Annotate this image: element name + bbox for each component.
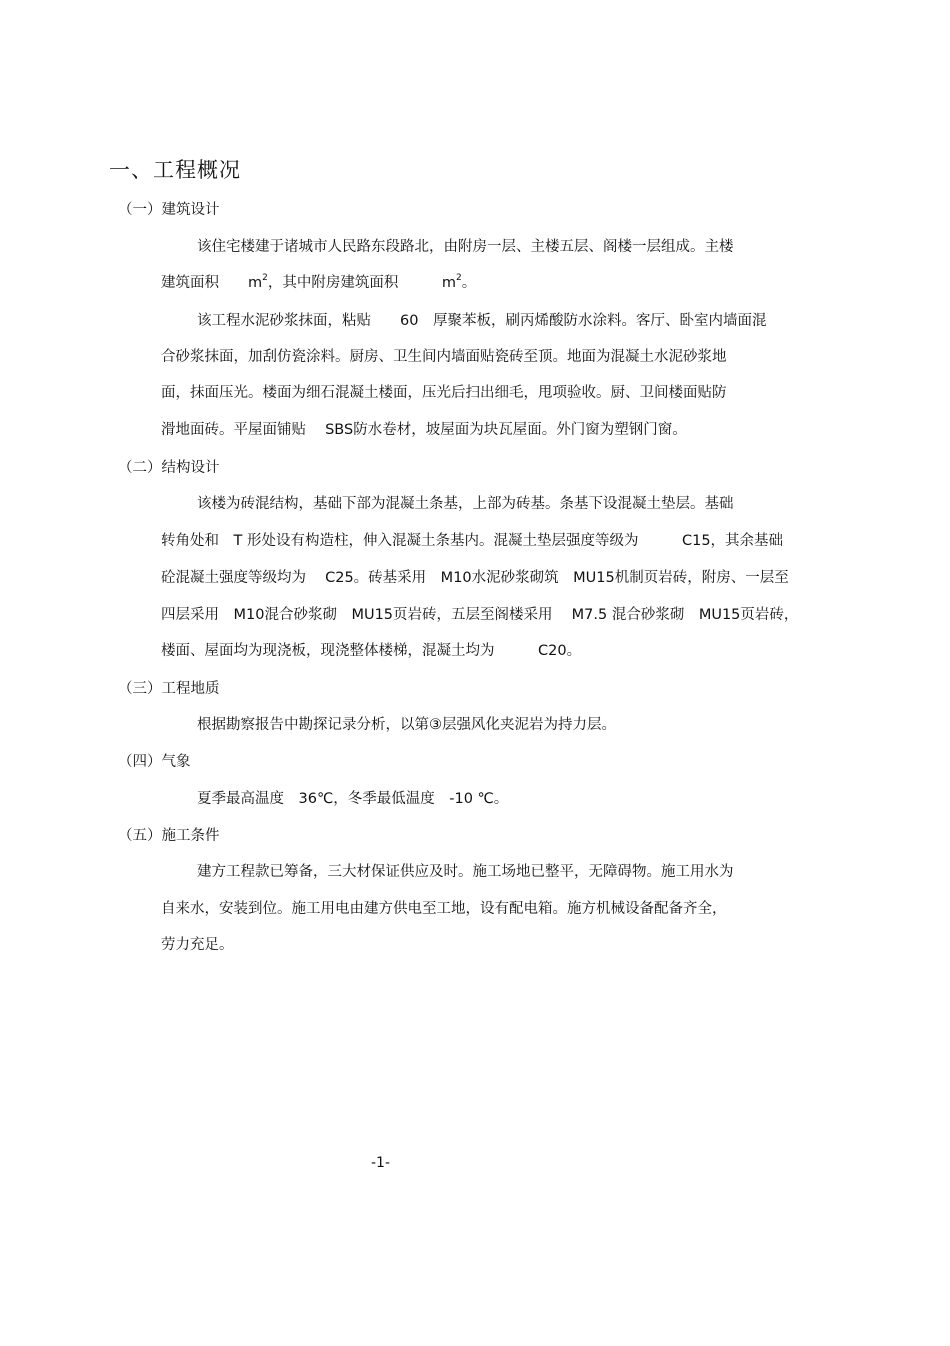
section-title-conditions: （五）施工条件: [118, 828, 220, 844]
paragraph-line: 该工程水泥砂浆抹面，粘贴 60 厚聚苯板，刷丙烯酸防水涂料。客厅、卧室内墙面混: [197, 313, 767, 329]
paragraph-line: 砼混凝土强度等级均为 C25。砖基采用 M10水泥砂浆砌筑 MU15机制页岩砖，附房、一层至: [161, 570, 789, 586]
paragraph-line: 面，抹面压光。楼面为细石混凝土楼面，压光后扫出细毛，甩项验收。厨、卫间楼面贴防: [161, 385, 727, 401]
paragraph-line: 楼面、屋面均为现浇板，现浇整体楼梯，混凝土均为 C20。: [161, 643, 582, 659]
section-title-climate: （四）气象: [118, 754, 191, 770]
paragraph-line: [161, 271, 476, 292]
paragraph-line: 根据勘察报告中勘探记录分析，以第③层强风化夹泥岩为持力层。: [197, 717, 616, 733]
paragraph-line: 滑地面砖。平屋面铺贴 SBS防水卷材，坡屋面为块瓦屋面。外门窗为塑钢门窗。: [161, 422, 687, 438]
superscript: 2: [262, 273, 268, 283]
paragraph-line: 合砂浆抹面，加刮仿瓷涂料。厨房、卫生间内墙面贴瓷砖至顶。地面为混凝土水泥砂浆地: [161, 349, 727, 365]
section-title-architecture: （一）建筑设计: [118, 202, 220, 218]
paragraph-line: 自来水，安装到位。施工用电由建方供电至工地，设有配电箱。施方机械设备配备齐全，: [161, 901, 727, 917]
page-title: 一、工程概况: [109, 158, 241, 182]
paragraph-line: 该住宅楼建于诸城市人民路东段路北，由附房一层、主楼五层、阁楼一层组成。主楼: [197, 239, 734, 255]
page-number: -1-: [371, 1155, 391, 1171]
paragraph-line: 该楼为砖混结构，基础下部为混凝土条基，上部为砖基。条基下设混凝土垫层。基础: [197, 496, 734, 512]
paragraph-line: 转角处和 T 形处设有构造柱，伸入混凝土条基内。混凝土垫层强度等级为 C15，其余基础: [161, 533, 784, 549]
section-title-geology: （三）工程地质: [118, 681, 220, 697]
area-text-c: 。: [461, 275, 477, 291]
paragraph-line: 劳力充足。: [161, 937, 234, 953]
superscript: 2: [455, 273, 462, 283]
section-title-structure: （二）结构设计: [118, 460, 220, 476]
paragraph-line: 夏季最高温度 36℃，冬季最低温度 -10 ℃。: [197, 791, 509, 807]
paragraph-line: 建方工程款已筹备，三大材保证供应及时。施工场地已整平，无障碍物。施工用水为: [197, 864, 734, 880]
paragraph-line: 四层采用 M10混合砂浆砌 MU15页岩砖，五层至阁楼采用 M7.5 混合砂浆砌 MU15页岩砖，: [161, 607, 799, 623]
area-text-a: 建筑面积 m: [161, 275, 263, 291]
area-text-b: ，其中附房建筑面积 m: [267, 275, 456, 291]
